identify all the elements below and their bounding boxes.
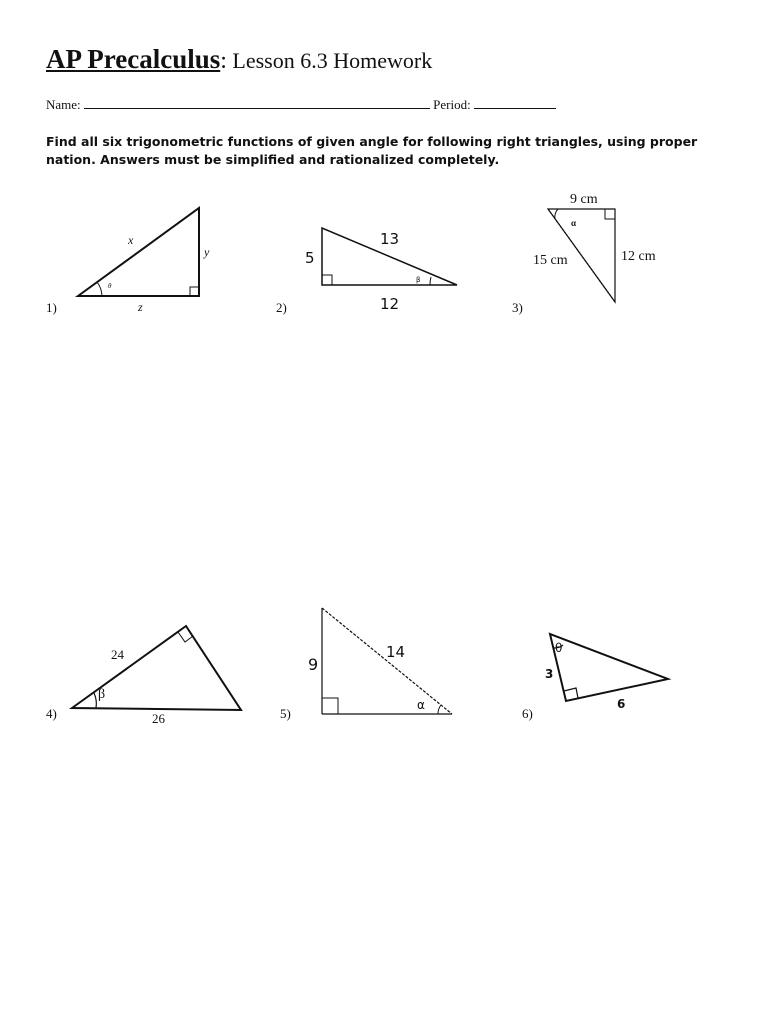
problem-3-triangle bbox=[530, 185, 695, 310]
problem-5-triangle bbox=[300, 600, 460, 720]
problem-4-angle-label: β bbox=[98, 687, 106, 702]
problem-3-hyp-label: 15 cm bbox=[533, 253, 568, 268]
instructions: Find all six trigonometric functions of given angle for following right triangles, using proper nation. Answers must be simplified and rationalized completely. bbox=[46, 134, 698, 167]
problem-4-hyp-label: 24 bbox=[111, 647, 124, 662]
lesson-title: Lesson 6.3 Homework bbox=[226, 48, 433, 73]
problem-6-triangle bbox=[540, 626, 680, 718]
problem-6-horiz-label: 6 bbox=[617, 697, 626, 711]
problem-1-angle-label: θ bbox=[108, 282, 112, 290]
problem-2-horiz-label: 12 bbox=[380, 295, 400, 313]
problem-2-number: 2) bbox=[276, 300, 287, 315]
period-field[interactable] bbox=[474, 97, 556, 109]
page-title bbox=[46, 44, 432, 75]
title-colon: : bbox=[220, 48, 227, 74]
problem-6-vert-label: 3 bbox=[545, 667, 554, 681]
problem-5-angle-label: α bbox=[417, 698, 425, 712]
problem-1-hyp-label: x bbox=[128, 233, 134, 247]
problem-1-number: 1) bbox=[46, 300, 57, 315]
problem-6-angle-label: θ bbox=[555, 641, 563, 655]
problem-4-number: 4) bbox=[46, 706, 57, 721]
problem-5-vert-label: 9 bbox=[308, 655, 319, 674]
name-field[interactable] bbox=[84, 97, 430, 109]
problem-3-vert-label: 12 cm bbox=[621, 249, 656, 264]
problem-1-triangle bbox=[70, 200, 210, 315]
problem-4-triangle bbox=[66, 618, 246, 728]
problem-2-vert-label: 5 bbox=[305, 249, 315, 267]
problem-1-vert-label: y bbox=[204, 245, 210, 259]
student-info-line bbox=[46, 97, 556, 113]
problem-3-number: 3) bbox=[512, 300, 523, 315]
problem-3-top-label: 9 cm bbox=[570, 192, 598, 207]
problem-5-number: 5) bbox=[280, 706, 291, 721]
problem-4-base-label: 26 bbox=[152, 711, 165, 726]
period-label: Period: bbox=[433, 97, 471, 112]
problem-2-triangle bbox=[300, 220, 465, 315]
problem-1-horiz-label: z bbox=[138, 300, 143, 314]
problem-2-hyp-label: 13 bbox=[380, 230, 400, 248]
problem-5-hyp-label: 14 bbox=[386, 643, 406, 661]
problem-6-number: 6) bbox=[522, 706, 533, 721]
course-name: AP Precalculus bbox=[46, 44, 221, 74]
problem-3-angle-label: α bbox=[571, 218, 577, 228]
name-label: Name: bbox=[46, 97, 81, 112]
problem-2-angle-label: β bbox=[416, 276, 421, 284]
